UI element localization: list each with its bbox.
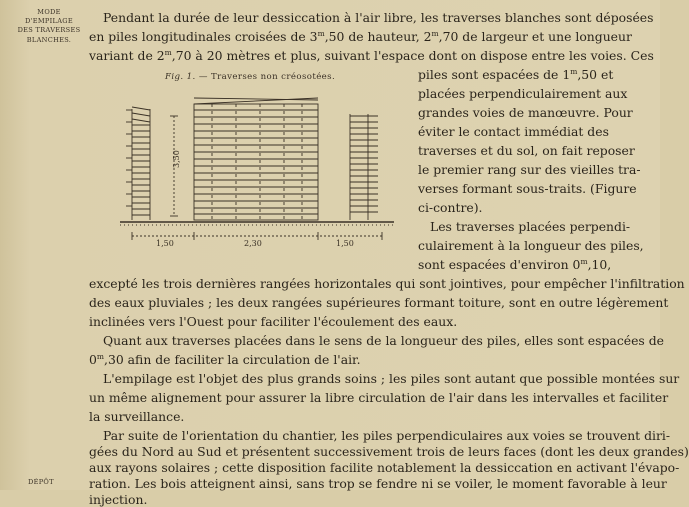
text-line: Par suite de l'orientation du chantier, les piles perpendiculaires aux voies se trouvent diri- bbox=[103, 428, 671, 443]
margin-note-line: DES TRAVERSES bbox=[17, 26, 81, 35]
text-line: L'empilage est l'objet des plus grands soins ; les piles sont autant que possible montées sur bbox=[103, 371, 680, 386]
margin-note bbox=[16, 8, 82, 45]
text-line: ci-contre). bbox=[418, 200, 483, 215]
margin-note-line: BLANCHES. bbox=[26, 35, 72, 44]
text-line: injection. bbox=[89, 492, 148, 507]
text-line: en piles longitudinales croisées de 3$^m$,50 de hauteur, 2$^m$,70 de largeur et une longueur bbox=[89, 29, 632, 44]
text-line: variant de 2$^m$,70 à 20 mètres et plus, suivant l'espace dont on dispose entre les voies. Ces bbox=[89, 48, 654, 63]
text-line: sont espacées d'environ 0$^m$,10, bbox=[418, 257, 612, 272]
text-line: des eaux pluviales ; les deux rangées supérieures formant toiture, sont en outre légèrement bbox=[89, 295, 669, 310]
text-line: la surveillance. bbox=[89, 409, 185, 424]
text-line: placées perpendiculairement aux bbox=[418, 86, 628, 101]
text-line: culairement à la longueur des piles, bbox=[418, 238, 644, 253]
height-label: 3,50 bbox=[172, 150, 181, 168]
text-line: ration. Les bois atteignent ainsi, sans trop se fendre ni se voiler, le moment favorable à leur bbox=[89, 476, 667, 491]
figure-number: Fig. 1. bbox=[165, 72, 196, 82]
text-line: grandes voies de manœuvre. Pour bbox=[418, 105, 633, 120]
text-line: traverses et du sol, on fait reposer bbox=[418, 143, 635, 158]
text-line: verses formant sous-traits. (Figure bbox=[418, 181, 637, 196]
text-line: piles sont espacées de 1$^m$,50 et bbox=[418, 67, 614, 82]
ground-line bbox=[120, 222, 394, 225]
text-line: 0$^m$,30 afin de faciliter la circulation de l'air. bbox=[89, 352, 361, 367]
span-left-label: 1,50 bbox=[156, 239, 174, 248]
stack-figure bbox=[132, 86, 412, 256]
figure-title: — Traverses non créosotées. bbox=[198, 72, 336, 82]
figure-caption bbox=[165, 72, 345, 82]
text-line: gées du Nord au Sud et présentent successivement trois de leurs faces (dont les deux grandes) bbox=[89, 444, 689, 459]
text-line: le premier rang sur des vieilles tra- bbox=[418, 162, 641, 177]
right-pile bbox=[350, 114, 378, 220]
text-line: Quant aux traverses placées dans le sens de la longueur des piles, elles sont espacées de bbox=[103, 333, 664, 348]
span-mid-label: 2,30 bbox=[244, 239, 262, 248]
text-line: excepté les trois dernières rangées horizontales qui sont jointives, pour empêcher l'infiltration bbox=[89, 276, 685, 291]
text-line: inclinées vers l'Ouest pour faciliter l'écoulement des eaux. bbox=[89, 314, 458, 329]
margin-note-bottom: DÉPÔT bbox=[28, 478, 54, 486]
text-line: un même alignement pour assurer la libre circulation de l'air dans les intervalles et faciliter bbox=[89, 390, 669, 405]
margin-note-line: MODE bbox=[37, 8, 61, 16]
margin-note-line: D'EMPILAGE bbox=[25, 17, 73, 26]
text-line: éviter le contact immédiat des bbox=[418, 124, 609, 139]
left-pile bbox=[126, 107, 150, 220]
text-line: Les traverses placées perpendi- bbox=[430, 219, 631, 234]
text-line: Pendant la durée de leur dessiccation à l'air libre, les traverses blanches sont déposées bbox=[103, 10, 654, 25]
span-right-label: 1,50 bbox=[336, 239, 354, 248]
text-line: aux rayons solaires ; cette disposition facilite notablement la dessiccation en activant l'évapo- bbox=[89, 460, 680, 475]
middle-pile bbox=[194, 98, 318, 220]
